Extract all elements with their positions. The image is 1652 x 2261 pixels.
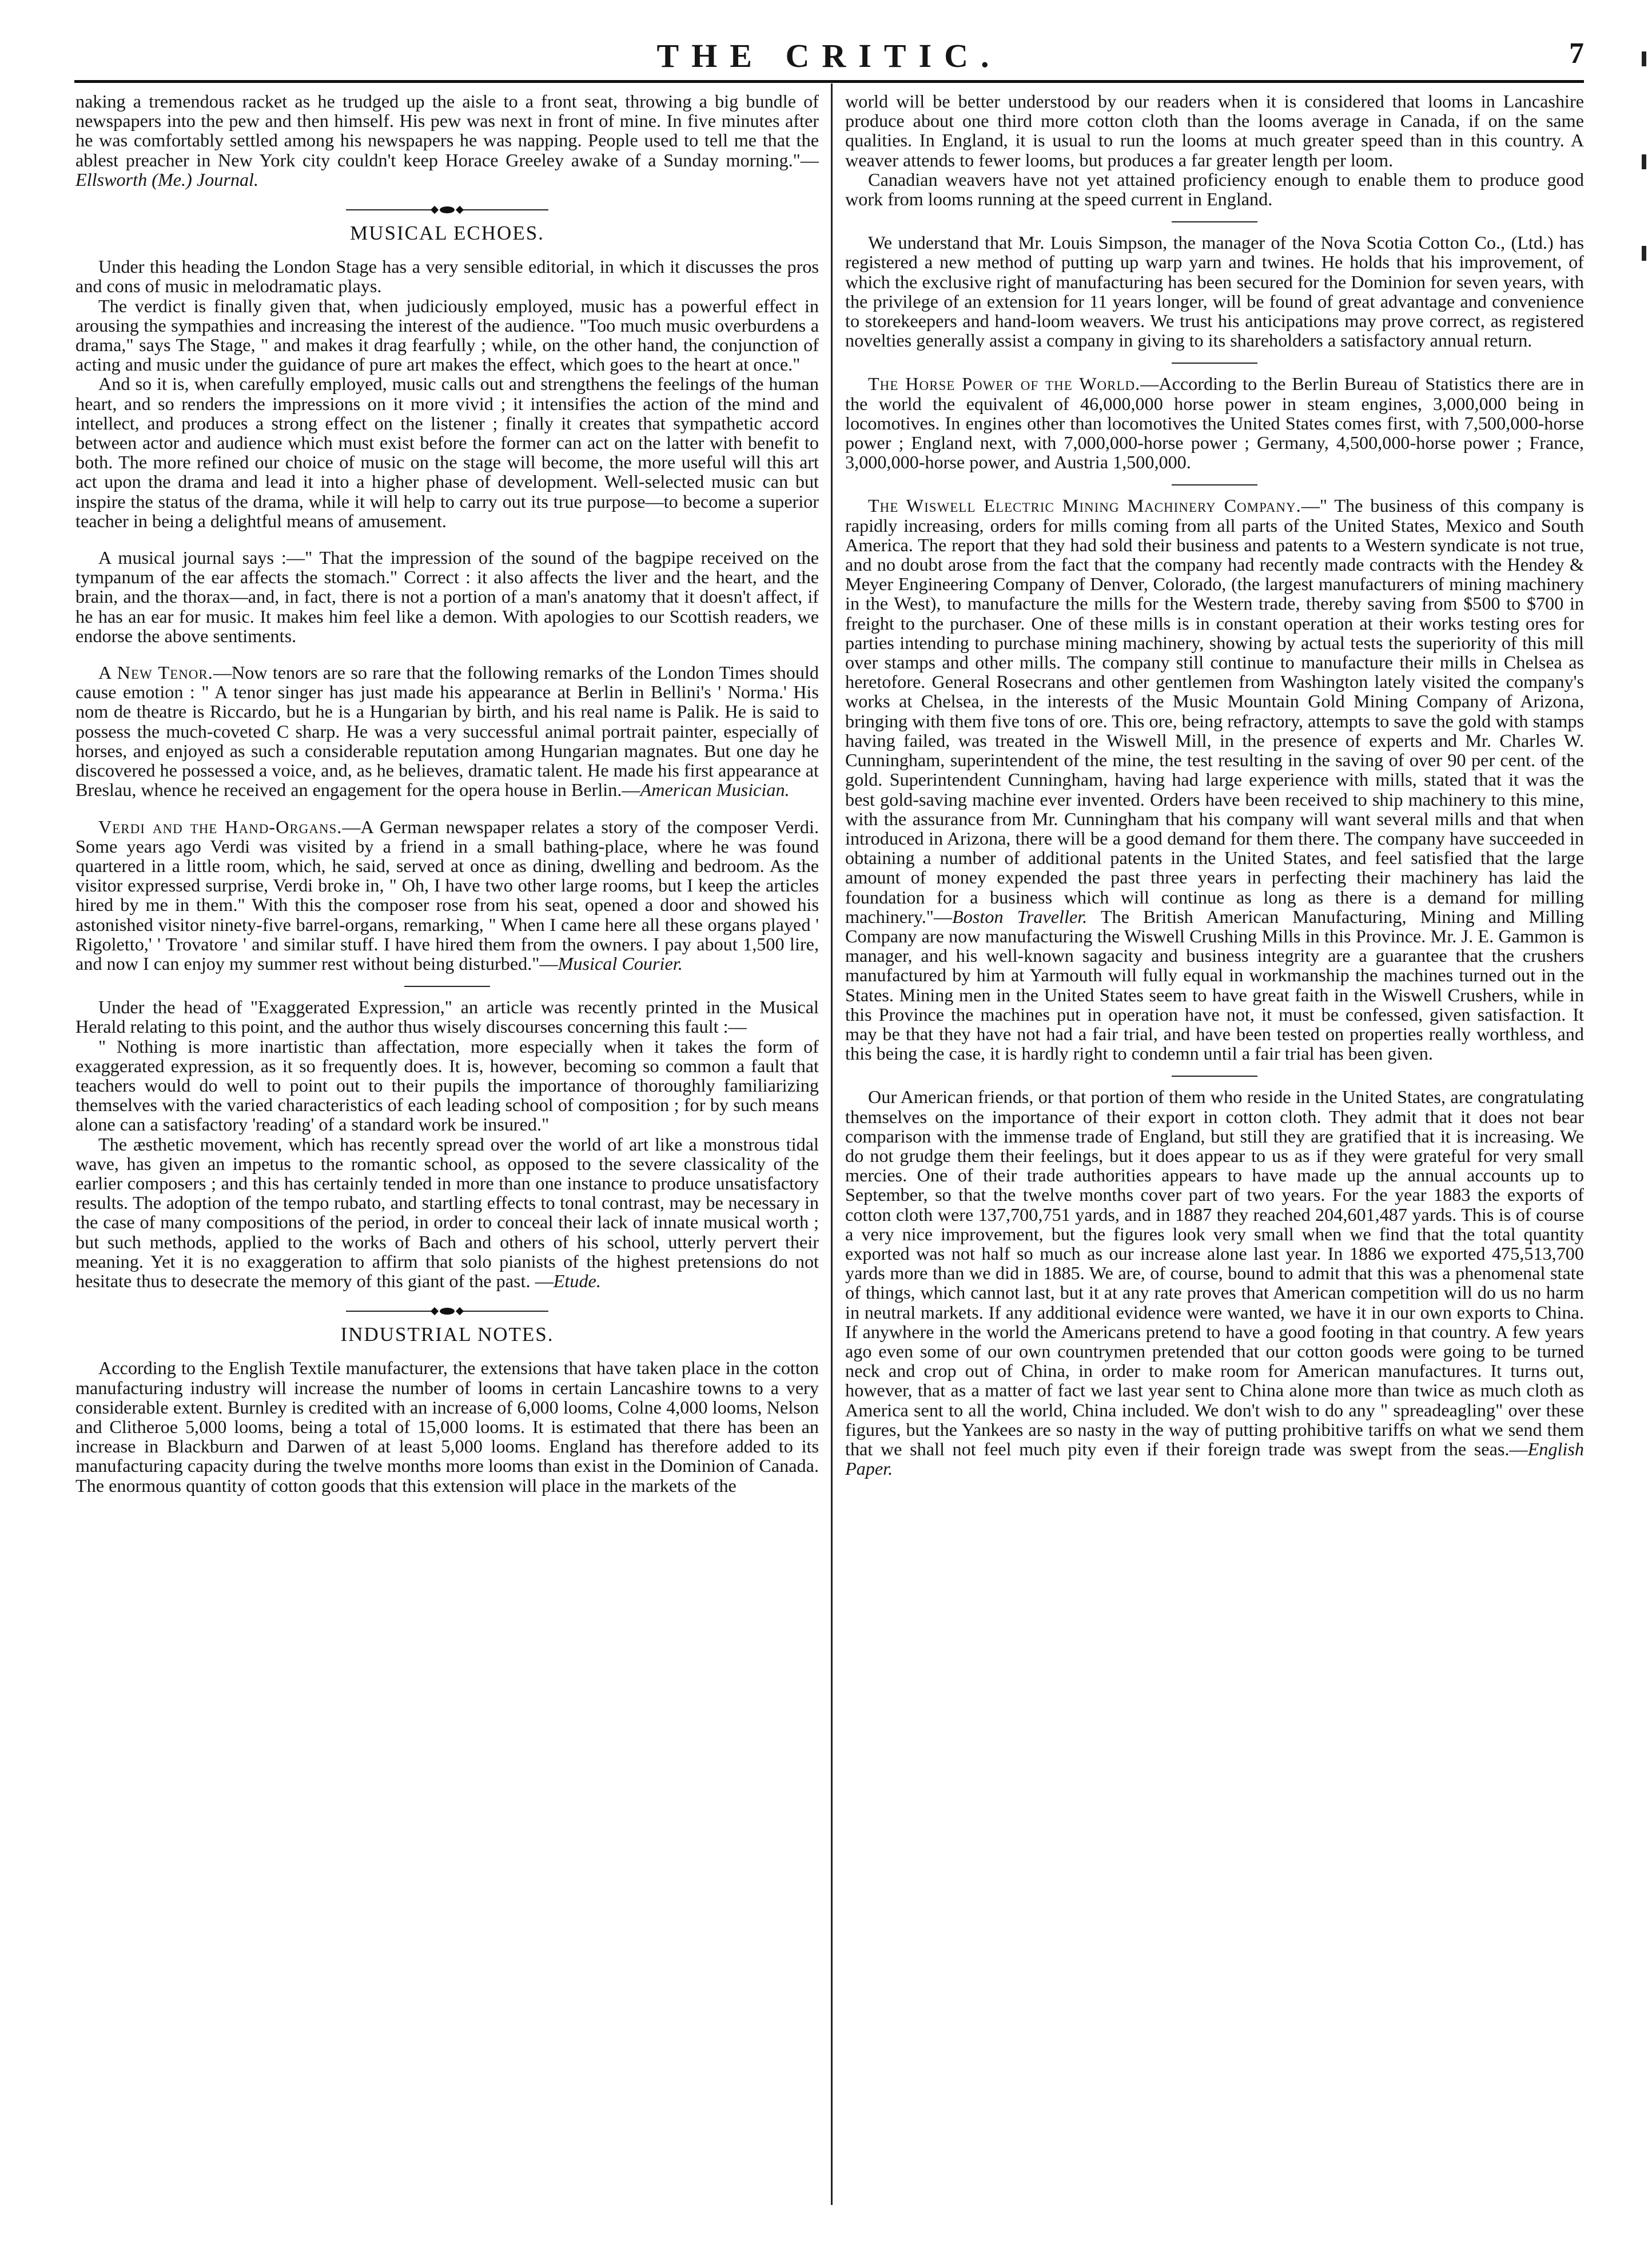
wiswell-paragraph [845, 496, 1584, 1063]
exaggerated-text: The æsthetic movement, which has recently spread over the world of art like a monstrous tidal wave, has given an impetus to the romantic school, as opposed to the severe classicality of the earlier composers ; and this has certainly tended in more than one instance to produce unsatisfactory results. The adoption of the tempo rubato, and startling effects to tonal contrast, may be necessary in the case of many compositions of the period, in order to conceal their lack of innate musical worth ; but such methods, applied to the works of Bach and others of his school, utterly pervert their meaning. Yet it is no exaggeration to affirm that solo pianists of the highest pretensions do not hesitate thus to desecrate the memory of this giant of the past. — [75, 1133, 819, 1291]
horse-power-lead: The Horse Power of the World. [868, 373, 1141, 395]
musical-paragraph-3: And so it is, when carefully employed, music calls out and strengthens the feelings of the human heart, and so renders the impressions on it more vivid ; it intensifies the action of the mind and intellect, and produces a strong effect on the listener ; finally it creates that sympathetic accord between actor and audience which must exist before the former can act on the latter with benefit to both. The more refined our choice of music on the stage will become, the more useful will this art act upon the drama and lead it into a higher phase of development. Well-selected music can but inspire the status of the drama, while it will help to carry out its true purpose—to become a superior teacher in being a delightful means of amusement. [75, 373, 819, 531]
industrial-paragraph-1: According to the English Textile manufacturer, the extensions that have taken place in the cotton manufacturing industry will increase the number of looms in certain Lancashire towns to a very considerable extent. Burnley is credited with an increase of 6,000 looms, Colne 4,000 looms, Nelson and Clitheroe 5,000 looms, being a total of 15,000 looms. It is estimated that there has been an increase in Blackburn and Darwen of at least 5,000 looms. England has therefore added to its manufacturing capacity during the twelve months more looms than exist in the Dominion of Canada. The enormous quantity of cotton goods that this extension will place in the markets of the [75, 1358, 819, 1496]
short-rule [1172, 363, 1257, 364]
wiswell-source: Boston Traveller. [952, 906, 1088, 927]
short-rule [1172, 221, 1257, 222]
exaggerated-paragraph-2: " Nothing is more inartistic than affectation, more especially when it takes the form of exaggerated expression, as it so frequently does. It is, however, becoming so common a fault that teachers would do well to point out to their pupils the importance of thoroughly familiarizing themselves with the varied characteristics of each leading school of composition ; for by such means alone can a satisfactory 'reading' of a standard work be insured." [75, 1036, 819, 1135]
exaggerated-source: Etude. [553, 1270, 601, 1291]
ornament-line [346, 1311, 432, 1312]
short-rule [1172, 1076, 1257, 1077]
page-number: 7 [1569, 37, 1584, 70]
industrial-notes-heading: INDUSTRIAL NOTES. [340, 1323, 554, 1346]
section-ornament [75, 204, 819, 216]
ornament-gem [440, 1308, 455, 1315]
american-exports-source: English Paper. [845, 1439, 1584, 1479]
ornament-line [463, 1311, 548, 1312]
right-column [845, 91, 1584, 2207]
short-rule [404, 986, 490, 987]
musical-paragraph-1: Under this heading the London Stage has a very sensible editorial, in which it discusses the pros and cons of music in melodramatic plays. [75, 256, 819, 297]
intro-text: naking a tremendous racket as he trudged up the aisle to a front seat, throwing a big bundle of newspapers into the pew and then himself. His pew was next in front of mine. In five minutes after he was comfortably settled among his newspapers he was napping. People used to tell me that the ablest preacher in New York city couldn't keep Horace Greeley awake of a Sunday morning."— [75, 91, 819, 170]
verdi-lead: Verdi and the Hand-Organs. [98, 816, 343, 837]
canadian-weavers-paragraph: Canadian weavers have not yet attained proficiency enough to enable them to produce good work from looms running at the speed current in England. [845, 169, 1584, 210]
masthead-rule [74, 80, 1584, 83]
edge-mark [1642, 154, 1646, 169]
column-divider [831, 83, 833, 2205]
edge-mark [1642, 51, 1646, 66]
ornament-line [346, 209, 432, 210]
intro-paragraph [75, 91, 819, 189]
musical-echoes-heading: MUSICAL ECHOES. [350, 222, 544, 245]
wiswell-lead: The Wiswell Electric Mining Machinery Company. [868, 495, 1301, 516]
horse-power-paragraph [845, 374, 1584, 472]
ornament-dot [456, 206, 464, 214]
new-tenor-lead: A New Tenor. [98, 662, 213, 683]
ornament-gem [440, 206, 455, 213]
bagpipe-paragraph: A musical journal says :—" That the impression of the sound of the bagpipe received on the tympanum of the ear affects the stomach." Correct : it also affects the liver and the heart, and the brain, and the thorax—and, in fact, there is not a portion of a man's anatomy that it doesn't affect, if he has an ear for music. It makes him feel like a demon. With apologies to our Scottish readers, we endorse the above sentiments. [75, 547, 819, 646]
masthead [74, 34, 1584, 77]
wiswell-text: —" The business of this company is rapidly increasing, orders for mills coming from all parts of the United States, Mexico and South America. The report that they had sold their business and patents to a Western syndicate is not true, and no doubt arose from the fact that the company had recently made contracts with the Hendey & Meyer Engineering Company of Denver, Colorado, (the largest manufacturers of mining machinery in the West), to manufacture the mills for the Western trade, thereby saving from $500 to $700 in freight to the purchaser. One of these mills is in constant operation at their works testing ores for parties intending to purchase mining machinery, showing by actual tests the superiority of this mill over stamps and other mills. The company still continue to manufacture their mills in Chelsea as heretofore. General Rosecrans and other gentlemen from Washington lately visited the company's works at Chelsea, in the interests of the Music Mountain Gold Mining Company of Arizona, bringing with them five tons of ore. This ore, being refractory, attempts to save the gold with stamps having failed, was treated in the Wiswell Mill, in the presence of experts and Mr. Charles W. Cunningham, superintendent of the mine, the test resulting in the saving of over 90 per cent. of the gold. Superintendent Cunningham, having had large experience with mills, stated that it was the best gold-saving machine ever invented. Orders have been received to ship machinery to this mine, with the assurance from Mr. Cunningham that his company will want several mills and that when introduced in Arizona, there will be a good demand for them there. The company have succeeded in obtaining a number of additional patents in the United States, and feel satisfied that the large amount of money expended the past three years in perfecting their machinery has laid the foundation for a business which will continue as long as there is a demand for milling machinery."— [845, 495, 1584, 927]
ornament-line [463, 209, 548, 210]
new-tenor-text: —Now tenors are so rare that the following remarks of the London Times should cause emotion : " A tenor singer has just made his appearance at Berlin in Bellini's ' Norma.' His nom de theatre is Riccardo, but he is a Hungarian by birth, and his real name is Palik. He is said to possess the much-coveted C sharp. He was a very successful animal portrait painter, especially of horses, and enjoyed as such a considerable reputation among Hungarian magnates. But one day he discovered he possessed a voice, and, as he believes, dramatic talent. He made his first appearance at Breslau, whence he received an engagement for the opera house in Berlin.— [75, 662, 819, 801]
verdi-source: Musical Courier. [558, 953, 683, 974]
edge-mark [1642, 246, 1646, 261]
verdi-paragraph [75, 817, 819, 974]
section-ornament [75, 1305, 819, 1317]
masthead-title: THE CRITIC. [656, 37, 1002, 74]
short-rule [1172, 484, 1257, 485]
wiswell-text-continued: The British American Manufacturing, Mining and Milling Company are now manufacturing the Wiswell Crushing Mills in this Province. Mr. J. E. Gammon is manager, and his well-known sagacity and business integrity are a guarantee that the crushers manufactured by him at Yarmouth will fully equal in workmanship the machines turned out in the States. Mining men in the United States seem to have great faith in the Wiswell Crushers, while in this Province the machines put in operation have not, it must be confessed, given satisfaction. It may be that they have not had a fair trial, and have been tested on properties really worthless, and this being the case, it is hardly right to condemn until a fair trial has been given. [845, 906, 1584, 1064]
verdi-text: —A German newspaper relates a story of the composer Verdi. Some years ago Verdi was visited by a friend in a small bathing-place, where he was found quartered in a little room, which, he said, served at once as dining, dwelling and bedroom. As the visitor expressed surprise, Verdi broke in, " Oh, I have two other large rooms, but I keep the articles hired by me in them." With this the composer rose from his seat, opened a door and showed his astonished visitor ninety-five barrel-organs, remarking, " When I came here all these organs played ' Rigoletto,' ' Trovatore ' and similar stuff. I have hired them from the owners. I pay about 1,500 lire, and now I can enjoy my summer rest without being disturbed."— [75, 816, 819, 974]
exaggerated-paragraph-3 [75, 1135, 819, 1291]
intro-source: Ellsworth (Me.) Journal. [75, 169, 259, 190]
new-tenor-source: American Musician. [640, 779, 790, 801]
ornament-dot [431, 206, 439, 214]
left-column [75, 91, 819, 2207]
looms-paragraph: world will be better understood by our readers when it is considered that looms in Lancashire produce about one third more cotton cloth than the looms average in Canada, if on the same qualities. In England, it is usual to run the looms at much greater speed than in this country. A weaver attends to fewer looms, but produces a far greater length per loom. [845, 91, 1584, 170]
american-exports-text: Our American friends, or that portion of them who reside in the United States, are congratulating themselves on the importance of their export in cotton cloth. They admit that it does not bear comparison with the immense trade of England, but still they are gratified that it is increasing. We do not grudge them their feelings, but it does appear to us as if they were grateful for very small mercies. One of their trade authorities appears to have made up the annual accounts up to September, so that the twelve months cover part of two years. For the year 1883 the exports of cotton cloth were 137,700,751 yards, and in 1887 they reached 204,601,487 yards. This is of course a very nice improvement, but the figures look very small when we find that the total quantity exported was not half so much as our increase alone last year. In 1886 we exported 475,513,700 yards more than we did in 1885. We are, of course, bound to admit that this was a phenomenal state of things, which cannot last, but it at any rate proves that American competition will do us no harm in neutral markets. If any additional evidence were wanted, we have it in our own exports to China. If anywhere in the world the Americans pretend to have a good footing in that country. A few years ago even some of our own countrymen pretended that our cotton goods were going to be turned neck and crop out of China, in order to make room for American manufactures. It turns out, however, that as a matter of fact we last year sent to China alone more than twice as much cloth as America sent to all the world, China included. We don't wish to do any " spreadeagling" over these figures, but the Yankees are so nasty in the way of putting prohibitive tariffs on what we send them that we shall not feel much pity even if their foreign trade was swept from the seas.— [845, 1086, 1584, 1459]
horse-power-text: —According to the Berlin Bureau of Statistics there are in the world the equivalent of 46,000,000 horse power in steam engines, 3,000,000 being in locomotives. In engines other than locomotives the United States comes first, with 7,500,000-horse power ; England next, with 7,000,000-horse power ; Germany, 4,500,000-horse power ; France, 3,000,000-horse power, and Austria 1,500,000. [845, 373, 1584, 473]
new-tenor-paragraph [75, 663, 819, 799]
musical-paragraph-2: The verdict is finally given that, when judiciously employed, music has a powerful effect in arousing the sympathies and increasing the interest of the audience. "Too much music overburdens a drama," says The Stage, " and makes it drag fearfully ; while, on the other hand, the conjunction of acting and music under the guidance of pure art makes the effect, which goes to the heart at once." [75, 295, 819, 375]
ornament-dot [431, 1307, 439, 1315]
american-exports-paragraph [845, 1087, 1584, 1478]
ornament-dot [456, 1307, 464, 1315]
exaggerated-paragraph-1: Under the head of "Exaggerated Expression," an article was recently printed in the Musical Herald relating to this point, and the author thus wisely discourses concerning this fault :— [75, 997, 819, 1037]
simpson-paragraph: We understand that Mr. Louis Simpson, the manager of the Nova Scotia Cotton Co., (Ltd.) has registered a new method of putting up warp yarn and twines. He holds that his improvement, of which the exclusive right of manufacturing has been secured for the Dominion for seven years, with the privilege of an extension for 11 years longer, will be found of great advantage and convenience to storekeepers and hand-loom weavers. We trust his anticipations may prove correct, as registered novelties generally assist a company in giving to its shareholders a satisfactory annual return. [845, 232, 1584, 351]
